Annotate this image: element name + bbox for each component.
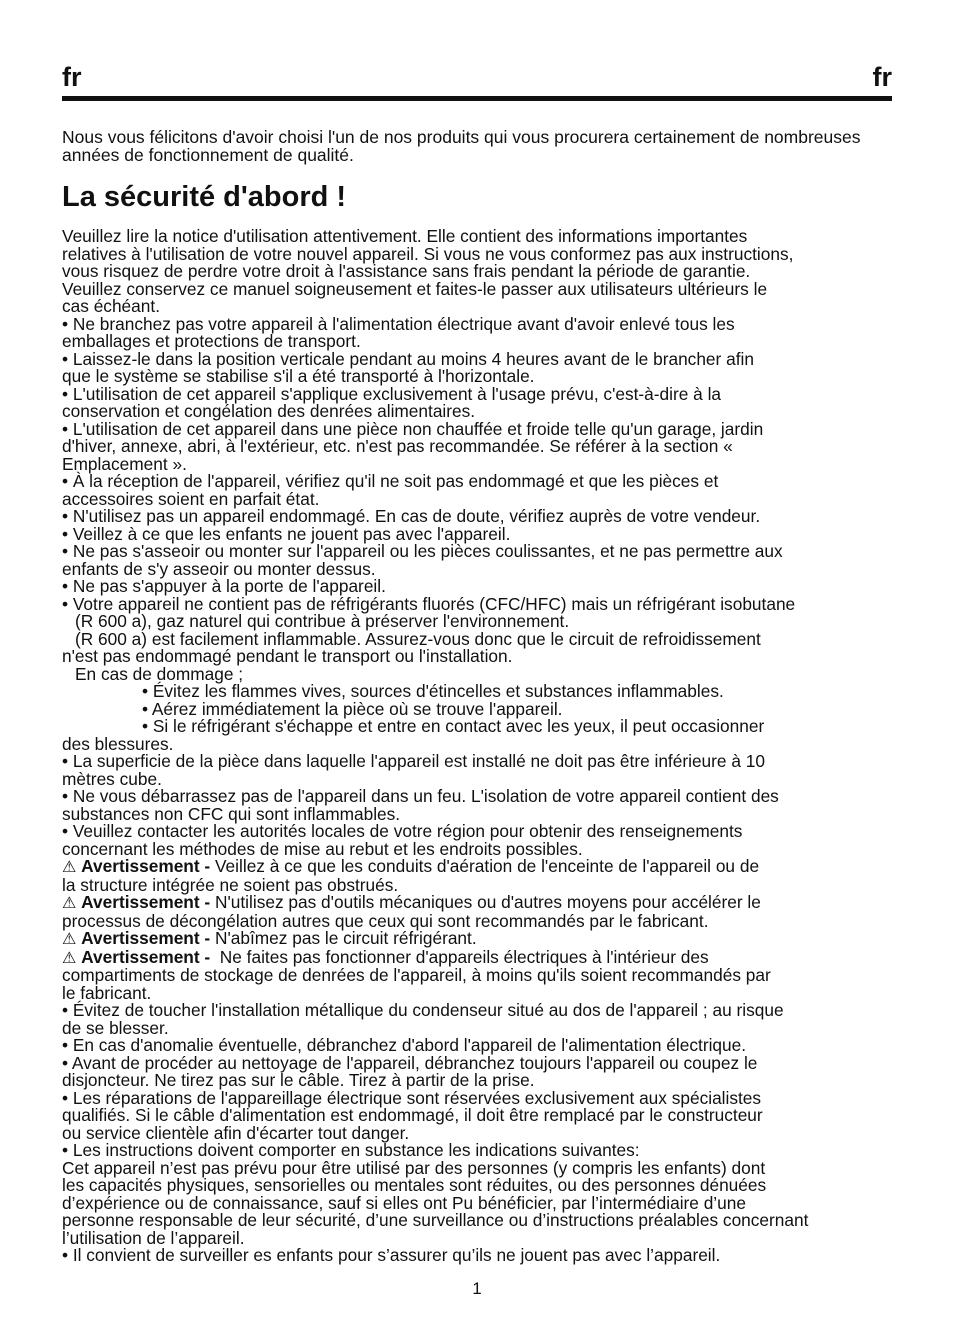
text-line: • Évitez les flammes vives, sources d'étincelles et substances inflammables. xyxy=(142,681,724,701)
text-line: enfants de s'y asseoir ou monter dessus. xyxy=(62,558,376,579)
warning-text: Veillez à ce que les conduits d'aération de l'enceinte de l'appareil ou de xyxy=(210,856,760,876)
warning-label: Avertissement - xyxy=(81,856,211,876)
text-line: de se blesser. xyxy=(62,1017,169,1038)
text-line: Veuillez lire la notice d'utilisation attentivement. Elle contient des informations importantes xyxy=(62,226,748,246)
language-label-left: fr xyxy=(62,62,82,92)
warning-line xyxy=(62,894,892,913)
text-line: (R 600 a), gaz naturel qui contribue à préserver l'environnement. xyxy=(75,611,570,631)
warning-icon: ⚠ xyxy=(62,931,77,948)
text-line: concernant les méthodes de mise au rebut et les endroits possibles. xyxy=(62,838,583,859)
text-line: personne responsable de leur sécurité, d’une surveillance ou d’instructions préalables concernant xyxy=(62,1210,809,1230)
warning-label: Avertissement - xyxy=(81,946,211,967)
text-line: • Ne vous débarrassez pas de l'appareil dans un feu. L'isolation de votre appareil contient des xyxy=(62,786,779,806)
text-line: d'hiver, annexe, abri, à l'extérieur, etc. n'est pas recommandée. Se référer à la section « xyxy=(62,436,733,456)
text-line: Emplacement ». xyxy=(62,453,187,474)
text-line: conservation et congélation des denrées alimentaires. xyxy=(62,401,476,421)
warning-text: N'abîmez pas le circuit réfrigérant. xyxy=(210,928,477,948)
text-line: • Ne branchez pas votre appareil à l'alimentation électrique avant d'avoir enlevé tous les xyxy=(62,313,735,334)
text-line: la structure intégrée ne soient pas obstrués. xyxy=(62,874,399,895)
text-line: • Si le réfrigérant s'échappe et entre en contact avec les yeux, il peut occasionner xyxy=(142,716,765,736)
text-line: • L'utilisation de cet appareil dans une pièce non chauffée et froide telle qu'un garage, jardin xyxy=(62,418,764,439)
warning-icon: ⚠ xyxy=(62,949,77,967)
text-line: vous risquez de perdre votre droit à l'assistance sans frais pendant la période de garantie. xyxy=(62,261,751,281)
text-line: le fabricant. xyxy=(62,982,152,1003)
warning-text: Ne faites pas fonctionner d'appareils électriques à l'intérieur des xyxy=(210,946,709,967)
text-line: des blessures. xyxy=(62,733,174,754)
text-line: n'est pas endommagé pendant le transport ou l'installation. xyxy=(62,646,513,666)
text-line: d’expérience ou de connaissance, sauf si elles ont Pu bénéficier, par l’intermédiaire d’une xyxy=(62,1192,746,1213)
text-line: • Les réparations de l'appareillage électrique sont réservées exclusivement aux spécialistes xyxy=(62,1087,762,1108)
text-line: • Il convient de surveiller es enfants pour s’assurer qu’ils ne jouent pas avec l’appareil. xyxy=(62,1245,721,1265)
text-line: • Évitez de toucher l'installation métallique du condenseur situé au dos de l'appareil ; au risque xyxy=(62,1000,784,1020)
page-number: 1 xyxy=(472,1279,482,1298)
text-line: cas échéant. xyxy=(62,296,160,316)
text-line: l’utilisation de l’appareil. xyxy=(62,1227,245,1248)
text-line: • Aérez immédiatement la pièce où se trouve l'appareil. xyxy=(142,698,563,719)
text-line: mètres cube. xyxy=(62,768,162,789)
text-line: Cet appareil n’est pas prévu pour être utilisé par des personnes (y compris les enfants) dont xyxy=(62,1157,766,1178)
text-line: compartiments de stockage de denrées de l'appareil, à moins qu'ils soient recommandés par xyxy=(62,965,771,985)
text-line: • Veuillez contacter les autorités locales de votre région pour obtenir des renseignements xyxy=(62,821,743,841)
text-line: processus de décongélation autres que ceux qui sont recommandés par le fabricant. xyxy=(62,910,709,931)
text-line: substances non CFC qui sont inflammables. xyxy=(62,803,401,824)
text-line: accessoires soient en parfait état. xyxy=(62,488,320,509)
text-line: En cas de dommage ; xyxy=(75,663,244,684)
text-line: • Les instructions doivent comporter en substance les indications suivantes: xyxy=(62,1140,640,1160)
text-line: les capacités physiques, sensorielles ou mentales sont réduites, ou des personnes dénuées xyxy=(62,1175,767,1195)
text-line: que le système se stabilise s'il a été transporté à l'horizontale. xyxy=(62,366,535,386)
warning-label: Avertissement - xyxy=(81,928,211,948)
text-line: (R 600 a) est facilement inflammable. Assurez-vous donc que le circuit de refroidissement xyxy=(75,628,761,649)
warning-icon: ⚠ xyxy=(62,859,77,876)
language-label-right: fr xyxy=(872,62,892,92)
warning-label: Avertissement - xyxy=(81,892,211,912)
text-line: relatives à l'utilisation de votre nouvel appareil. Si vous ne vous conformez pas aux instructions, xyxy=(62,243,794,264)
text-line: • En cas d'anomalie éventuelle, débranchez d'abord l'appareil de l'alimentation électrique. xyxy=(62,1035,747,1055)
section-title: La sécurité d'abord ! xyxy=(62,181,347,213)
text-line: • Veillez à ce que les enfants ne jouent pas avec l'appareil. xyxy=(62,523,511,544)
text-line: • Ne pas s'asseoir ou monter sur l'appareil ou les pièces coulissantes, et ne pas permettre aux xyxy=(62,541,783,561)
text-line: • Avant de procéder au nettoyage de l'appareil, débranchez toujours l'appareil ou coupez le xyxy=(62,1052,758,1073)
text-line: • Laissez-le dans la position verticale pendant au moins 4 heures avant de le brancher afin xyxy=(62,348,754,369)
text-line: ou service clientèle afin d'écarter tout danger. xyxy=(62,1122,410,1143)
text-line: emballages et protections de transport. xyxy=(62,331,361,351)
page-header xyxy=(62,60,892,101)
text-line: • N'utilisez pas un appareil endommagé. En cas de doute, vérifiez auprès de votre vendeur. xyxy=(62,506,761,526)
text-line: • Votre appareil ne contient pas de réfrigérants fluorés (CFC/HFC) mais un réfrigérant isobutane xyxy=(62,593,796,614)
text-line: qualifiés. Si le câble d'alimentation est endommagé, il doit être remplacé par le constructeur xyxy=(62,1105,763,1125)
warning-icon: ⚠ xyxy=(62,895,77,912)
text-line: • Ne pas s'appuyer à la porte de l'appareil. xyxy=(62,576,386,596)
warning-text: N'utilisez pas d'outils mécaniques ou d'autres moyens pour accélérer le xyxy=(210,892,761,912)
text-line: • L'utilisation de cet appareil s'applique exclusivement à l'usage prévu, c'est-à-dire à la xyxy=(62,383,722,404)
text-line: • La superficie de la pièce dans laquelle l'appareil est installé ne doit pas être inférieure à 10 xyxy=(62,751,765,771)
warning-line xyxy=(62,858,892,877)
safety-instructions xyxy=(62,228,892,1265)
text-line: disjoncteur. Ne tirez pas sur le câble. Tirez à partir de la prise. xyxy=(62,1070,535,1090)
text-line: • À la réception de l'appareil, vérifiez qu'il ne soit pas endommagé et que les pièces et xyxy=(62,471,719,491)
text-line: Veuillez conservez ce manuel soigneusement et faites-le passer aux utilisateurs ultérieurs le xyxy=(62,278,768,299)
intro-paragraph: Nous vous félicitons d'avoir choisi l'un de nos produits qui vous procurera certainement de nombreuses années de fonctionnement de qualité. xyxy=(62,127,861,165)
